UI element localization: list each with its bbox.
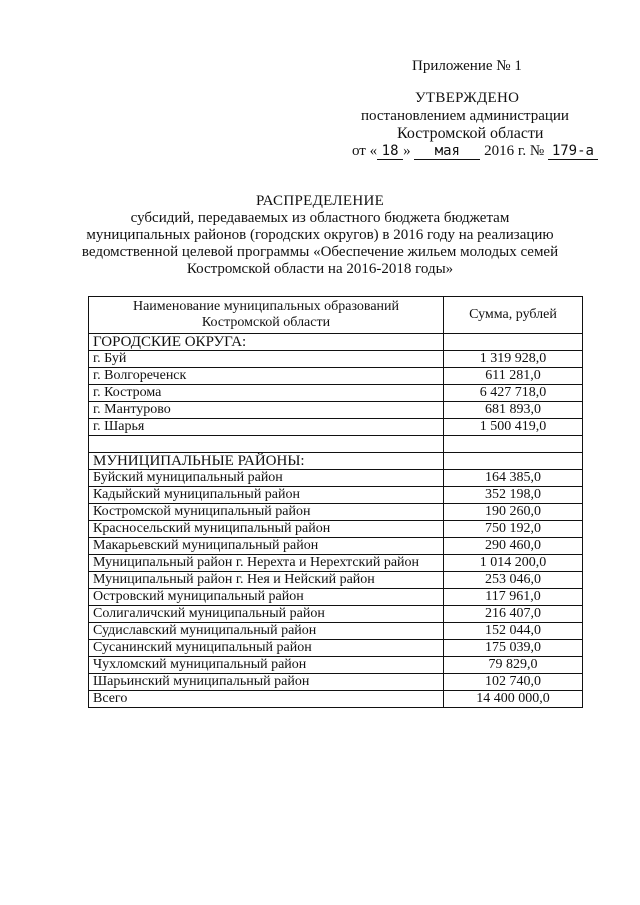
row-sum: 175 039,0 (444, 640, 583, 657)
table-row (89, 640, 583, 657)
table-row (89, 470, 583, 487)
row-sum: 1 500 419,0 (444, 419, 583, 436)
row-name: Островский муниципальный район (89, 589, 444, 606)
date-mid: » (403, 143, 411, 159)
blank-row (89, 436, 583, 453)
table-row (89, 504, 583, 521)
date-prefix: от « (352, 143, 378, 159)
total-sum: 14 400 000,0 (444, 691, 583, 708)
table-row (89, 351, 583, 368)
row-sum: 1 014 200,0 (444, 555, 583, 572)
table-row (89, 419, 583, 436)
section-row-districts (89, 453, 583, 470)
row-sum: 79 829,0 (444, 657, 583, 674)
section-row-urban (89, 334, 583, 351)
row-sum: 190 260,0 (444, 504, 583, 521)
row-name: Костромской муниципальный район (89, 504, 444, 521)
row-sum: 750 192,0 (444, 521, 583, 538)
table-row (89, 674, 583, 691)
table-row (89, 487, 583, 504)
total-label: Всего (89, 691, 444, 708)
row-name: Сусанинский муниципальный район (89, 640, 444, 657)
title-main: РАСПРЕДЕЛЕНИЕ (255, 193, 385, 209)
row-name: Солигаличский муниципальный район (89, 606, 444, 623)
table-row (89, 623, 583, 640)
decree-date-line (352, 143, 598, 160)
date-year: 2016 г. № (484, 143, 545, 159)
region-line: Костромской области (397, 125, 544, 142)
row-name: г. Шарья (89, 419, 444, 436)
row-sum: 681 893,0 (444, 402, 583, 419)
row-name: г. Мантурово (89, 402, 444, 419)
row-name: г. Кострома (89, 385, 444, 402)
decree-number: 179-а (548, 144, 598, 160)
section-title: МУНИЦИПАЛЬНЫЕ РАЙОНЫ: (89, 453, 444, 470)
approved-stamp: УТВЕРЖДЕНО (415, 90, 520, 106)
table-row (89, 657, 583, 674)
table-body (89, 334, 583, 708)
row-sum: 164 385,0 (444, 470, 583, 487)
row-name: Шарьинский муниципальный район (89, 674, 444, 691)
row-sum: 290 460,0 (444, 538, 583, 555)
row-name: Чухломский муниципальный район (89, 657, 444, 674)
row-name: Кадыйский муниципальный район (89, 487, 444, 504)
table-row (89, 589, 583, 606)
row-name: Судиславский муниципальный район (89, 623, 444, 640)
row-name: Макарьевский муниципальный район (89, 538, 444, 555)
row-sum (444, 453, 583, 470)
row-sum: 102 740,0 (444, 674, 583, 691)
table-row (89, 521, 583, 538)
table-row (89, 402, 583, 419)
row-name: г. Буй (89, 351, 444, 368)
row-name: Муниципальный район г. Нея и Нейский район (89, 572, 444, 589)
title-line-2: муниципальных районов (городских округов) в 2016 году на реализацию (86, 227, 554, 243)
blank-cell (89, 436, 444, 453)
row-sum: 352 198,0 (444, 487, 583, 504)
row-name: Муниципальный район г. Нерехта и Нерехтский район (89, 555, 444, 572)
table-row (89, 555, 583, 572)
row-sum: 6 427 718,0 (444, 385, 583, 402)
row-sum (444, 334, 583, 351)
section-title: ГОРОДСКИЕ ОКРУГА: (89, 334, 444, 351)
title-line-1: субсидий, передаваемых из областного бюджета бюджетам (130, 210, 510, 226)
row-name: Буйский муниципальный район (89, 470, 444, 487)
row-sum: 152 044,0 (444, 623, 583, 640)
document-title (60, 193, 580, 278)
table-row (89, 385, 583, 402)
row-sum: 253 046,0 (444, 572, 583, 589)
decree-line: постановлением администрации (361, 108, 569, 124)
table-row (89, 538, 583, 555)
row-sum: 117 961,0 (444, 589, 583, 606)
date-month: мая (414, 144, 480, 160)
row-name: г. Волгореченск (89, 368, 444, 385)
appendix-label: Приложение № 1 (412, 58, 522, 74)
table-header-row (89, 297, 583, 334)
table-row (89, 368, 583, 385)
table-row (89, 606, 583, 623)
table-row (89, 572, 583, 589)
row-sum: 611 281,0 (444, 368, 583, 385)
row-sum: 1 319 928,0 (444, 351, 583, 368)
row-sum: 216 407,0 (444, 606, 583, 623)
col-header-sum: Сумма, рублей (444, 297, 583, 334)
total-row (89, 691, 583, 708)
blank-cell (444, 436, 583, 453)
col-header-name: Наименование муниципальных образований Костромской области (89, 297, 444, 334)
row-name: Красносельский муниципальный район (89, 521, 444, 538)
title-line-4: Костромской области на 2016-2018 годы» (186, 261, 454, 277)
distribution-table (88, 296, 583, 708)
title-line-3: ведомственной целевой программы «Обеспечение жильем молодых семей (81, 244, 559, 260)
date-day: 18 (377, 144, 403, 160)
